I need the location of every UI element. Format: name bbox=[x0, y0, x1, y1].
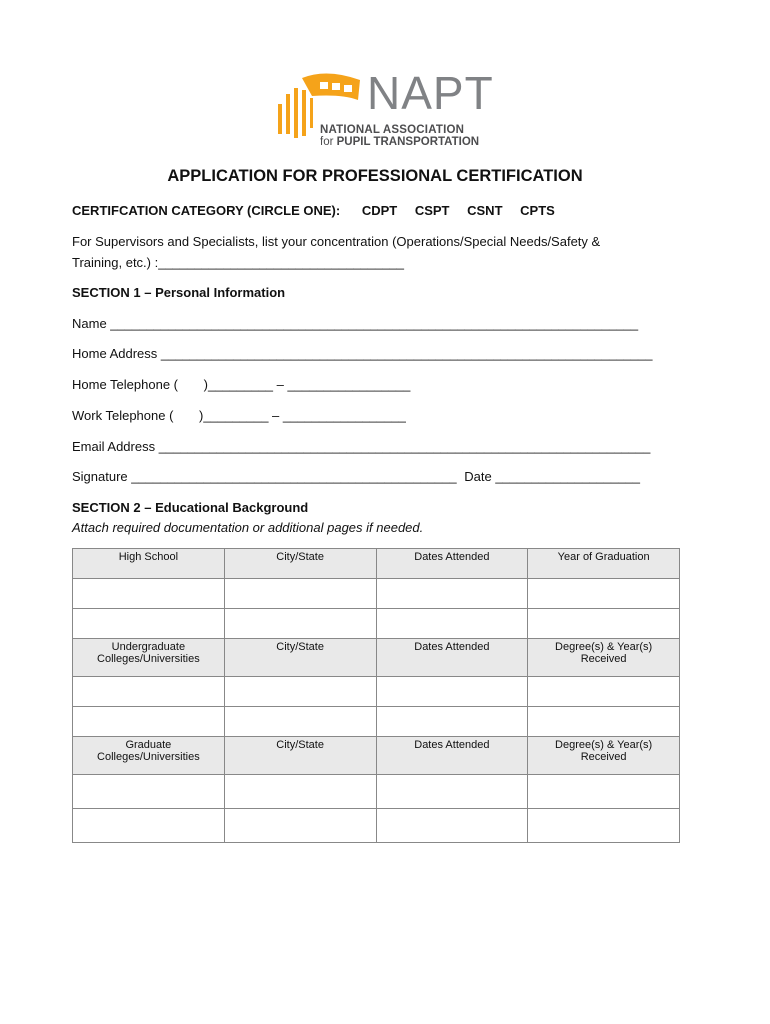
logo-line2-bold: PUPIL TRANSPORTATION bbox=[336, 136, 480, 148]
table-cell[interactable] bbox=[528, 579, 680, 609]
concentration-field[interactable]: Training, etc.) :__________________________________ bbox=[72, 255, 405, 270]
table-cell[interactable] bbox=[224, 609, 376, 639]
table-cell[interactable] bbox=[224, 707, 376, 737]
table-cell[interactable] bbox=[73, 677, 225, 707]
logo-line2 bbox=[320, 136, 479, 148]
table-cell[interactable] bbox=[224, 775, 376, 809]
table-header-row bbox=[73, 737, 680, 775]
home-telephone-label: Home Telephone ( bbox=[72, 377, 178, 392]
table-cell[interactable] bbox=[224, 809, 376, 843]
work-telephone-label: Work Telephone ( bbox=[72, 408, 174, 423]
table-row bbox=[73, 775, 680, 809]
logo-acronym: NAPT bbox=[367, 67, 494, 119]
table-cell[interactable] bbox=[528, 775, 680, 809]
table-cell[interactable] bbox=[73, 809, 225, 843]
logo-line1: NATIONAL ASSOCIATION bbox=[320, 124, 465, 136]
header-cell: Graduate Colleges/Universities bbox=[73, 737, 225, 775]
header-cell: Dates Attended bbox=[376, 737, 528, 775]
table-row bbox=[73, 609, 680, 639]
name-field[interactable]: Name _________________________________________________________________________ bbox=[72, 316, 639, 331]
table-row bbox=[73, 707, 680, 737]
table-cell[interactable] bbox=[376, 579, 528, 609]
table-cell[interactable] bbox=[73, 775, 225, 809]
header-cell: City/State bbox=[224, 639, 376, 677]
home-telephone-row bbox=[72, 377, 410, 392]
table-cell[interactable] bbox=[528, 609, 680, 639]
work-telephone-row bbox=[72, 408, 406, 423]
concentration-line1: For Supervisors and Specialists, list your concentration (Operations/Special Needs/Safety & bbox=[72, 234, 601, 249]
header-cell: City/State bbox=[224, 549, 376, 579]
table-cell[interactable] bbox=[528, 677, 680, 707]
header-cell: Degree(s) & Year(s) Received bbox=[528, 639, 680, 677]
table-cell[interactable] bbox=[376, 775, 528, 809]
category-option-cdpt[interactable]: CDPT bbox=[361, 203, 398, 218]
table-cell[interactable] bbox=[528, 809, 680, 843]
header-cell: High School bbox=[73, 549, 225, 579]
header-cell: City/State bbox=[224, 737, 376, 775]
table-row bbox=[73, 809, 680, 843]
signature-field[interactable]: Signature _____________________________________________ bbox=[72, 469, 457, 484]
logo-line2-prefix: for bbox=[320, 136, 334, 148]
table-cell[interactable] bbox=[376, 609, 528, 639]
table-row bbox=[73, 677, 680, 707]
signature-row bbox=[72, 469, 640, 484]
email-field[interactable]: Email Address ____________________________________________________________________ bbox=[72, 439, 651, 454]
header-cell: Year of Graduation bbox=[528, 549, 680, 579]
category-option-cpts[interactable]: CPTS bbox=[520, 203, 555, 218]
table-cell[interactable] bbox=[376, 707, 528, 737]
category-option-cspt[interactable]: CSPT bbox=[414, 203, 450, 218]
table-cell[interactable] bbox=[73, 609, 225, 639]
home-address-field[interactable]: Home Address ____________________________________________________________________ bbox=[72, 346, 653, 361]
home-telephone-field[interactable]: )_________ – _________________ bbox=[203, 377, 411, 392]
header-cell: Dates Attended bbox=[376, 639, 528, 677]
education-table bbox=[72, 548, 680, 843]
header-cell: Degree(s) & Year(s) Received bbox=[528, 737, 680, 775]
table-cell[interactable] bbox=[224, 677, 376, 707]
category-row bbox=[72, 203, 569, 218]
category-options bbox=[362, 203, 569, 218]
category-option-csnt[interactable]: CSNT bbox=[467, 203, 503, 218]
table-row bbox=[73, 579, 680, 609]
section1-heading: SECTION 1 – Personal Information bbox=[72, 285, 286, 300]
header-cell: Dates Attended bbox=[376, 549, 528, 579]
table-cell[interactable] bbox=[73, 707, 225, 737]
header-cell: Undergraduate Colleges/Universities bbox=[73, 639, 225, 677]
table-header-row bbox=[73, 639, 680, 677]
napt-logo bbox=[272, 67, 494, 152]
table-cell[interactable] bbox=[73, 579, 225, 609]
section2-subheading: Attach required documentation or additional pages if needed. bbox=[72, 520, 424, 535]
category-label: CERTIFCATION CATEGORY (CIRCLE ONE): bbox=[72, 203, 341, 218]
date-field[interactable]: Date ____________________ bbox=[464, 469, 640, 484]
table-cell[interactable] bbox=[224, 579, 376, 609]
table-cell[interactable] bbox=[528, 707, 680, 737]
table-cell[interactable] bbox=[376, 809, 528, 843]
table-header-row bbox=[73, 549, 680, 579]
section2-heading: SECTION 2 – Educational Background bbox=[72, 500, 309, 515]
page-title: APPLICATION FOR PROFESSIONAL CERTIFICATION bbox=[167, 167, 583, 185]
work-telephone-field[interactable]: )_________ – _________________ bbox=[199, 408, 406, 423]
table-cell[interactable] bbox=[376, 677, 528, 707]
